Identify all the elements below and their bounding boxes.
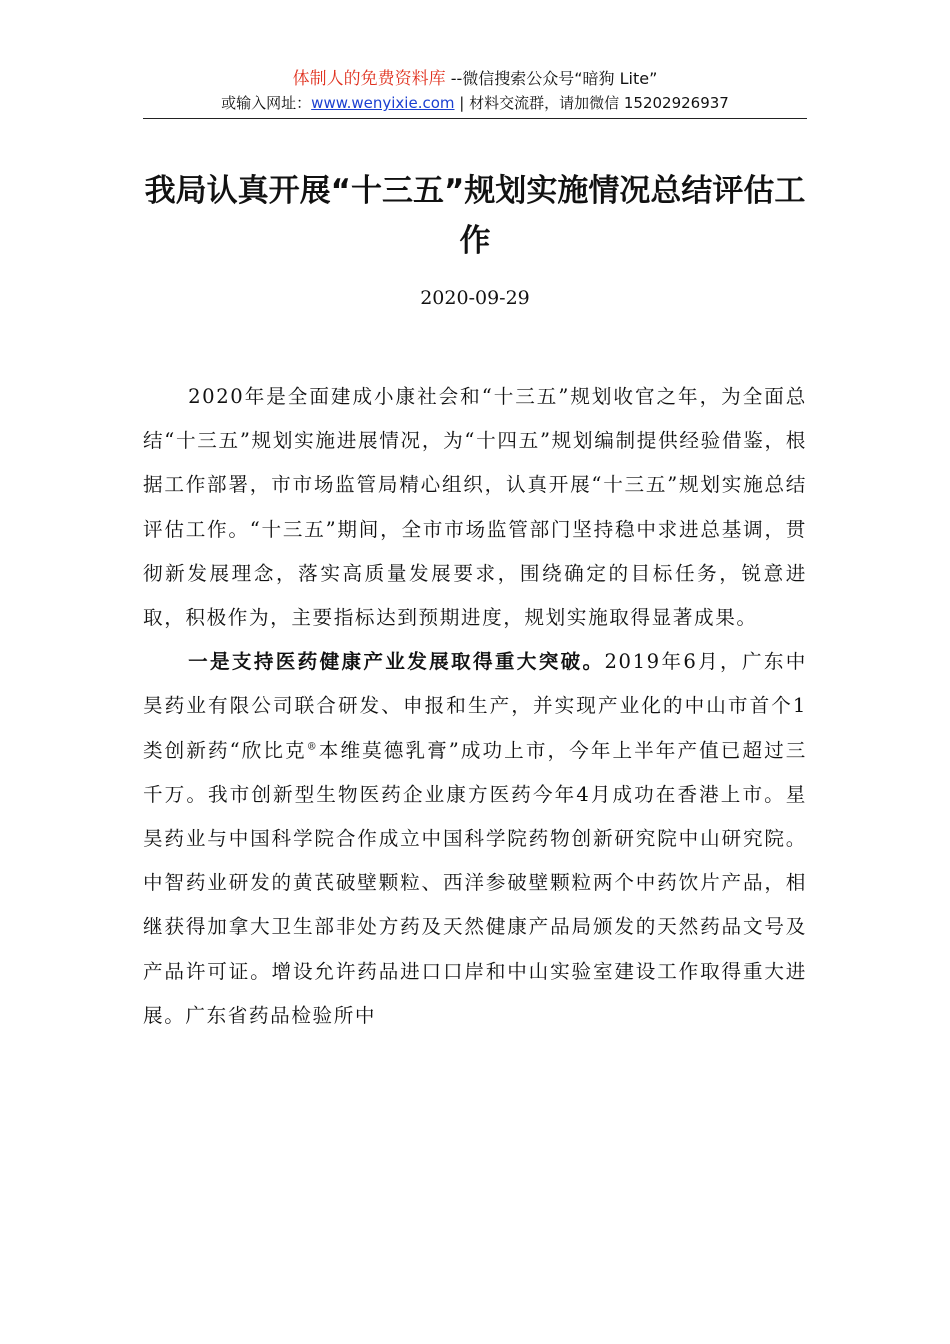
paragraph-intro: 2020年是全面建成小康社会和“十三五”规划收官之年，为全面总结“十三五”规划实施进展情况，为“十四五”规划编制提供经验借鉴，根据工作部署，市市场监管局精心组织，认真开展“十三五”规划实施总结评估工作。“十三五”期间，全市市场监管部门坚持稳中求进总基调，贯彻新发展理念，落实高质量发展要求，围绕确定的目标任务，锐意进取，积极作为，主要指标达到预期进度，规划实施取得显著成果。 [143, 385, 807, 630]
header-url-prefix: 或输入网址： [221, 94, 312, 112]
header-url-link[interactable]: www.wenyixie.com [311, 94, 455, 112]
paragraph-pharma [143, 640, 807, 1038]
header-url-line [143, 92, 807, 114]
page-header [143, 68, 807, 114]
header-wechat-text: --微信搜索公众号“暗狗 Lite” [445, 69, 658, 88]
header-divider [143, 118, 807, 119]
page-title: 我局认真开展“十三五”规划实施情况总结评估工作 [144, 173, 806, 259]
paragraph-text-part2: 本维莫德乳膏”成功上市，今年上半年产值已超过三千万。我市创新型生物医药企业康方医药今年4月成功在香港上市。星昊药业与中国科学院合作成立中国科学院药物创新研究院中山研究院。中智药业研发的黄芪破壁颗粒、西洋参破壁颗粒两个中药饮片产品，相继获得加拿大卫生部非处方药及天然健康产品局颁发的天然药品文号及产品许可证。增设允许药品进口口岸和中山实验室建设工作取得重大进展。广东省药品检验所中 [143, 738, 807, 1027]
publish-date: 2020-09-29 [420, 287, 530, 309]
paragraph-text-part1: 2019年6月，广东中昊药业有限公司联合研发、申报和生产，并实现产业化的中山市首个1类创新药“欣比克 [143, 650, 807, 762]
paragraph-lead: 一是支持医药健康产业发展取得重大突破。 [188, 650, 605, 674]
registered-mark: ® [306, 741, 319, 753]
header-brand: 体制人的免费资料库 [292, 69, 446, 89]
header-contact: | 材料交流群，请加微信 15202926937 [454, 94, 729, 112]
header-promo-line [143, 68, 807, 90]
article-body [143, 375, 807, 1038]
